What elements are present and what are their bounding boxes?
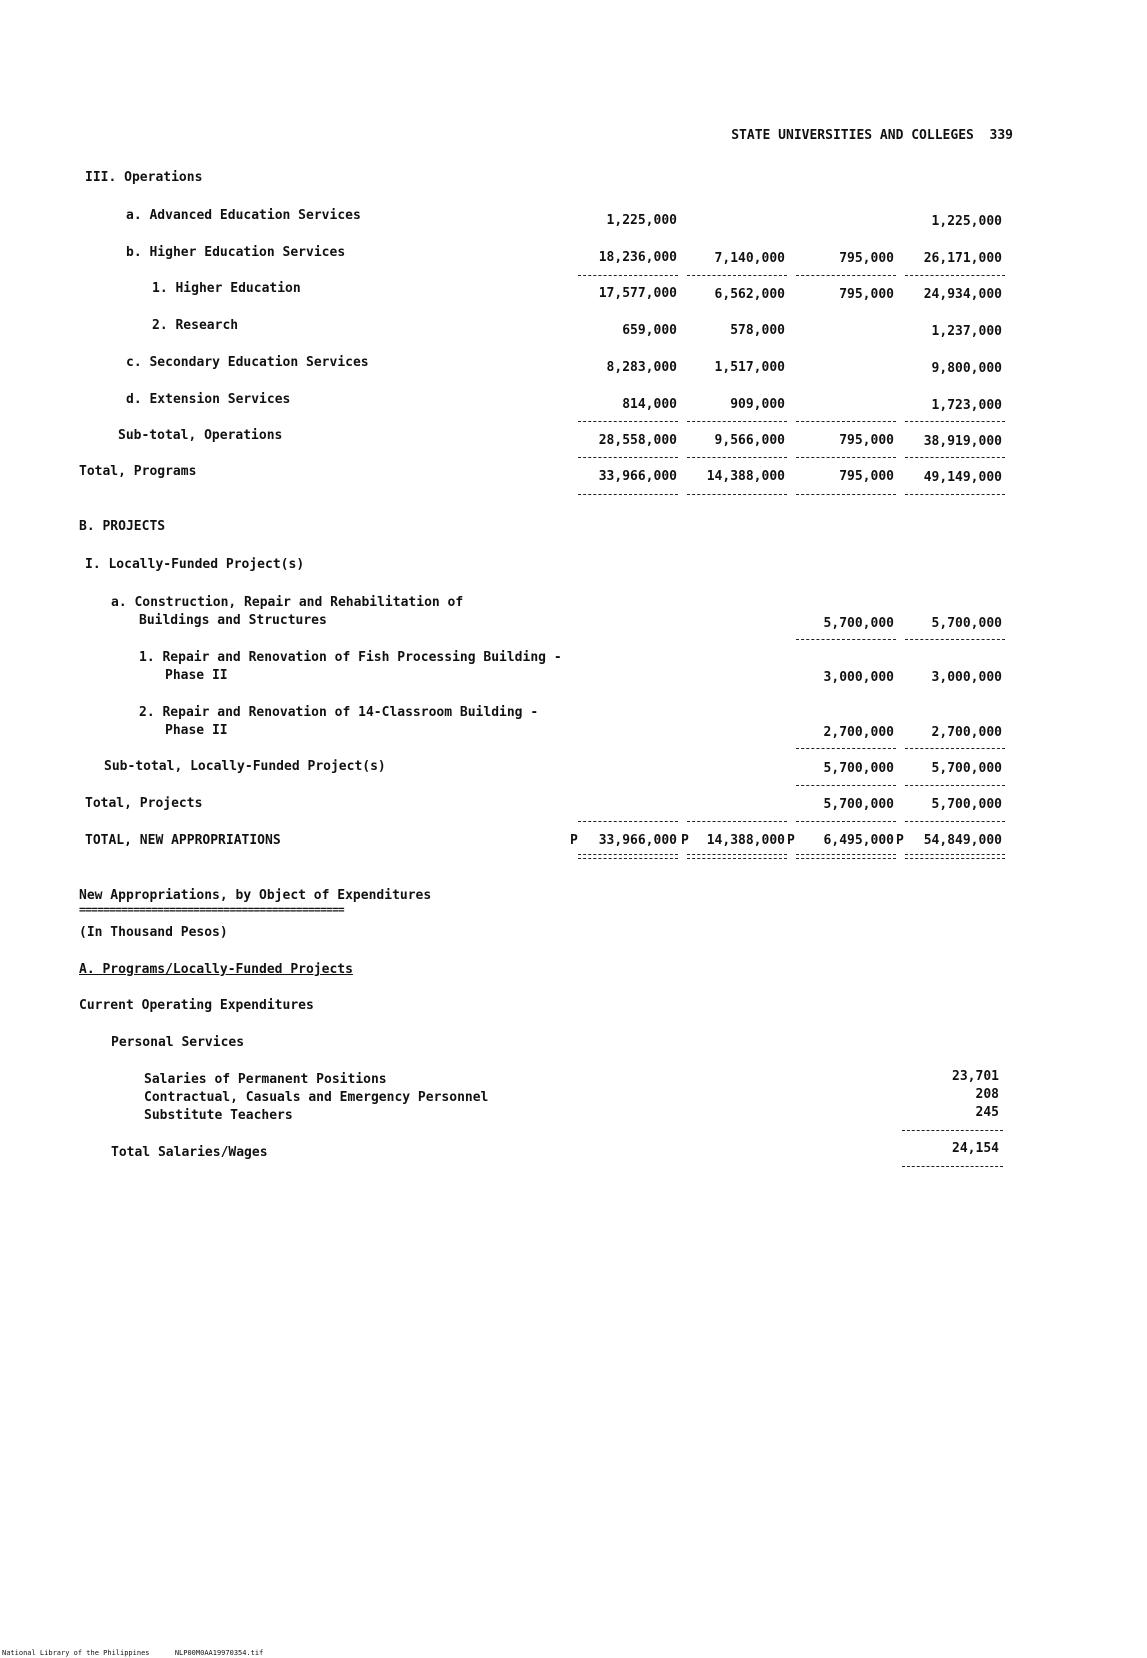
page-number: 339 (989, 128, 1013, 143)
row-label-cont: Phase II (165, 723, 228, 738)
cell-c4: 1,225,000 (931, 214, 1002, 229)
cell-c1: 33,966,000 (598, 833, 677, 848)
header-title: STATE UNIVERSITIES AND COLLEGES (731, 128, 974, 143)
total-rule (902, 1166, 1003, 1167)
total-rule (796, 457, 896, 458)
library-name: National Library of the Philippines (2, 1649, 150, 1657)
row-label: Sub-total, Operations (118, 428, 283, 443)
row-value: 24,154 (952, 1141, 999, 1156)
section-title: A. Programs/Locally-Funded Projects (79, 962, 353, 977)
row-label: 1. Higher Education (152, 281, 301, 296)
cell-c4: 5,700,000 (931, 797, 1002, 812)
cell-c4: 1,723,000 (931, 398, 1002, 413)
cell-c3: 5,700,000 (823, 761, 894, 776)
row-label: Contractual, Casuals and Emergency Personnel (144, 1090, 489, 1105)
row-label: Total, Projects (85, 796, 203, 811)
row-label: a. Advanced Education Services (126, 208, 361, 223)
cell-c3: 795,000 (839, 251, 894, 266)
grand-total-rule (905, 821, 1005, 822)
row-label: c. Secondary Education Services (126, 355, 369, 370)
subtotal-rule (905, 275, 1005, 276)
total-rule (796, 785, 896, 786)
grand-total-rule (687, 821, 787, 822)
object-heading: New Appropriations, by Object of Expenditures (79, 888, 432, 903)
cell-c1: 1,225,000 (606, 213, 677, 228)
cell-c4: 9,800,000 (931, 361, 1002, 376)
double-rule (687, 854, 787, 859)
subtotal-rule (578, 275, 678, 276)
currency-symbol: P (787, 833, 795, 848)
subtotal-rule (796, 748, 896, 749)
row-label: b. Higher Education Services (126, 245, 346, 260)
grand-total-rule (796, 821, 896, 822)
cell-c4: 54,849,000 (923, 833, 1002, 848)
grand-total-rule (578, 821, 678, 822)
subtotal-rule (578, 421, 678, 422)
cell-c2: 578,000 (730, 323, 785, 338)
total-rule (905, 457, 1005, 458)
row-value: 208 (975, 1087, 999, 1102)
cell-c3: 2,700,000 (823, 725, 894, 740)
cell-c4: 26,171,000 (923, 251, 1002, 266)
currency-symbol: P (681, 833, 689, 848)
total-rule (796, 494, 896, 495)
page-header (731, 128, 1013, 143)
cell-c1: 28,558,000 (598, 433, 677, 448)
cell-c4: 38,919,000 (923, 434, 1002, 449)
row-label: TOTAL, NEW APPROPRIATIONS (85, 833, 281, 848)
total-rule (687, 494, 787, 495)
total-rule (905, 785, 1005, 786)
cell-c2: 7,140,000 (714, 251, 785, 266)
row-label: 2. Repair and Renovation of 14-Classroom Building - (139, 705, 539, 720)
row-label: Total Salaries/Wages (111, 1145, 268, 1160)
total-rule (905, 494, 1005, 495)
cell-c2: 909,000 (730, 397, 785, 412)
cell-c4: 1,237,000 (931, 324, 1002, 339)
cell-c2: 6,562,000 (714, 287, 785, 302)
cell-c4: 2,700,000 (931, 725, 1002, 740)
total-rule (578, 494, 678, 495)
file-name: NLP00M0AA19970354.tif (174, 1649, 264, 1657)
object-heading-rule: ============================================ (79, 903, 344, 916)
cell-c1: 33,966,000 (598, 469, 677, 484)
cell-c3: 5,700,000 (823, 616, 894, 631)
scan-footer (2, 1649, 263, 1657)
projects-heading: B. PROJECTS (79, 519, 166, 534)
row-label: Salaries of Permanent Positions (144, 1072, 387, 1087)
cell-c1: 8,283,000 (606, 360, 677, 375)
cell-c2: 14,388,000 (706, 833, 785, 848)
row-label: 2. Research (152, 318, 239, 333)
row-label: Total, Programs (79, 464, 197, 479)
cell-c3: 795,000 (839, 287, 894, 302)
unit-note: (In Thousand Pesos) (79, 925, 228, 940)
cell-c1: 814,000 (622, 397, 677, 412)
cell-c4: 3,000,000 (931, 670, 1002, 685)
row-label-cont: Buildings and Structures (139, 613, 327, 628)
cell-c2: 9,566,000 (714, 433, 785, 448)
subtotal-rule (902, 1130, 1003, 1131)
category-title: Current Operating Expenditures (79, 998, 314, 1013)
cell-c1: 659,000 (622, 323, 677, 338)
cell-c4: 24,934,000 (923, 287, 1002, 302)
currency-symbol: P (896, 833, 904, 848)
subtotal-rule (796, 639, 896, 640)
subtotal-rule (905, 748, 1005, 749)
cell-c4: 5,700,000 (931, 761, 1002, 776)
row-label: a. Construction, Repair and Rehabilitation of (111, 595, 464, 610)
row-value: 245 (975, 1105, 999, 1120)
double-rule (796, 854, 896, 859)
subtotal-rule (905, 421, 1005, 422)
row-label: d. Extension Services (126, 392, 291, 407)
row-label: Sub-total, Locally-Funded Project(s) (104, 759, 386, 774)
projects-subheading: I. Locally-Funded Project(s) (85, 557, 305, 572)
currency-symbol: P (570, 833, 578, 848)
cell-c3: 6,495,000 (823, 833, 894, 848)
total-rule (578, 457, 678, 458)
row-value: 23,701 (952, 1069, 999, 1084)
cell-c3: 795,000 (839, 469, 894, 484)
subtotal-rule (687, 421, 787, 422)
subtotal-rule (905, 639, 1005, 640)
total-rule (687, 457, 787, 458)
row-label: Substitute Teachers (144, 1108, 293, 1123)
row-label: 1. Repair and Renovation of Fish Processing Building - (139, 650, 562, 665)
cell-c4: 5,700,000 (931, 616, 1002, 631)
subcategory-title: Personal Services (111, 1035, 245, 1050)
cell-c2: 14,388,000 (706, 469, 785, 484)
row-label-cont: Phase II (165, 668, 228, 683)
cell-c3: 3,000,000 (823, 670, 894, 685)
double-rule (905, 854, 1005, 859)
cell-c3: 795,000 (839, 433, 894, 448)
cell-c2: 1,517,000 (714, 360, 785, 375)
subtotal-rule (796, 421, 896, 422)
cell-c1: 18,236,000 (598, 250, 677, 265)
cell-c3: 5,700,000 (823, 797, 894, 812)
subtotal-rule (687, 275, 787, 276)
operations-heading: III. Operations (85, 170, 203, 185)
cell-c1: 17,577,000 (598, 286, 677, 301)
double-rule (578, 854, 678, 859)
subtotal-rule (796, 275, 896, 276)
cell-c4: 49,149,000 (923, 470, 1002, 485)
